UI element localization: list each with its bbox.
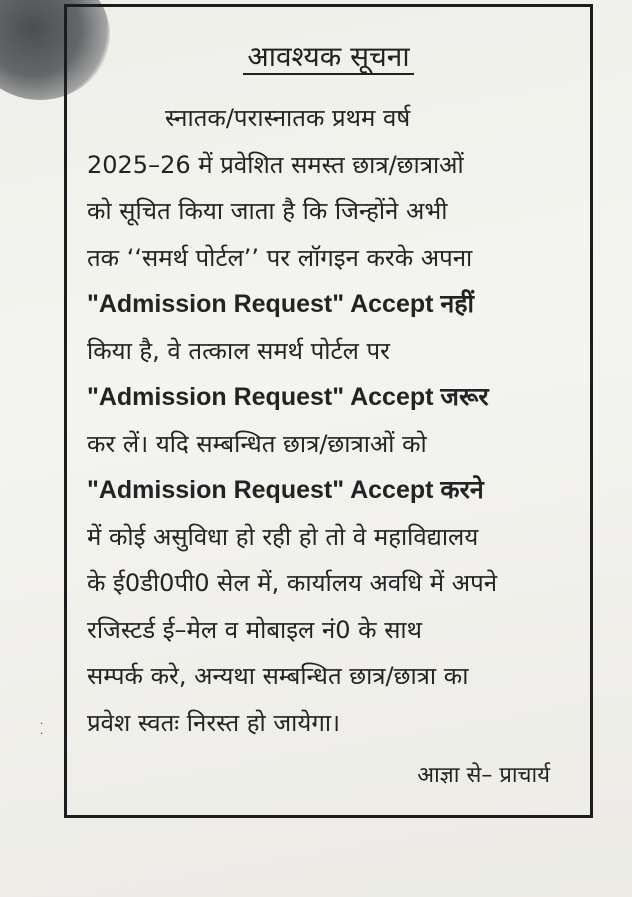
- margin-dots: · ·: [40, 719, 44, 740]
- notice-border: [64, 4, 593, 818]
- notice-line-13: सम्पर्क करे, अन्यथा सम्बन्धित छात्र/छात्रा का: [87, 662, 469, 690]
- notice-line-1: स्नातक/परास्नातक प्रथम वर्ष: [165, 104, 411, 132]
- notice-title: [67, 37, 590, 75]
- notice-line-12: रजिस्टर्ड ई–मेल व मोबाइल नं0 के साथ: [87, 615, 422, 644]
- notice-line-3: को सूचित किया जाता है कि जिन्होंने अभी: [87, 197, 448, 225]
- notice-line-4: तक ‘‘समर्थ पोर्टल’’ पर लॉगइन करके अपना: [87, 243, 473, 272]
- notice-line-11: के ई0डी0पी0 सेल में, कार्यालय अवधि में अपने: [87, 569, 498, 597]
- notice-signature: आज्ञा से– प्राचार्य: [417, 763, 550, 788]
- notice-line-2: 2025–26 में प्रवेशित समस्त छात्र/छात्राओं: [87, 150, 464, 179]
- notice-line-5: "Admission Request" Accept नहीं: [87, 290, 475, 318]
- notice-line-6: किया है, वे तत्काल समर्थ पोर्टल पर: [87, 336, 390, 365]
- notice-line-10: में कोई असुविधा हो रही हो तो वे महाविद्यालय: [87, 522, 479, 551]
- notice-line-8: कर लें। यदि सम्बन्धित छात्र/छात्राओं को: [87, 429, 427, 458]
- notice-line-14: प्रवेश स्वतः निरस्त हो जायेगा।: [87, 708, 341, 737]
- notice-body: [87, 95, 572, 746]
- notice-title-text: आवश्यक सूचना: [243, 40, 413, 75]
- notice-line-7: "Admission Request" Accept जरूर: [87, 383, 489, 411]
- notice-line-9: "Admission Request" Accept करने: [87, 476, 484, 504]
